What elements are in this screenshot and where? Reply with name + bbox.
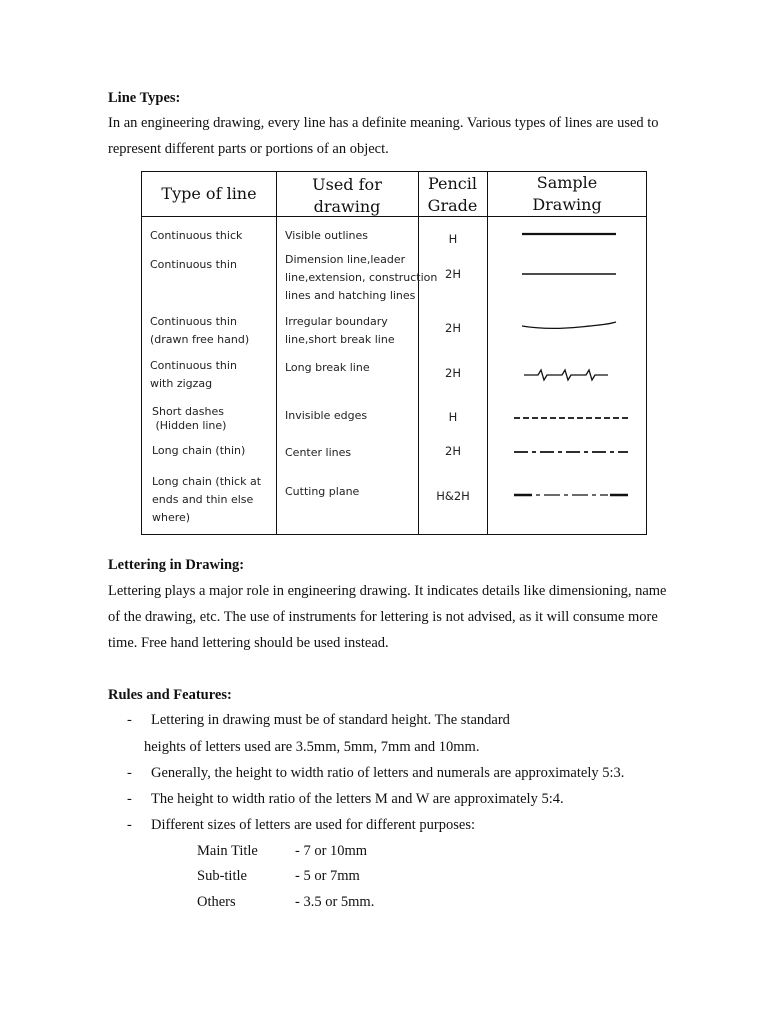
row-grade-cell: 2H [445, 444, 461, 458]
row-used-cell [285, 407, 367, 425]
rule-1-line-1: Lettering in drawing must be of standard height. The standard [151, 712, 510, 728]
size-value-main-title: - 7 or 10mm [295, 843, 368, 859]
column-divider [487, 172, 488, 534]
cell-line: Long break line [285, 361, 370, 374]
header-used-for-drawing [276, 174, 418, 218]
cell-line: with zigzag [150, 377, 213, 390]
sample-zigzag [510, 365, 630, 385]
rules-heading: Rules and Features: [108, 687, 232, 703]
rule-1-line-2: heights of letters used are 3.5mm, 5mm, 7mm and 10mm. [144, 739, 480, 755]
cell-line: Invisible edges [285, 409, 368, 422]
size-label-main-title: Main Title [197, 843, 258, 859]
bullet-dash: - [127, 712, 132, 728]
column-divider [276, 172, 277, 534]
cell-line: line,extension, construction [285, 271, 438, 284]
cell-line: Cutting plane [285, 485, 360, 498]
cell-line: (drawn free hand) [150, 333, 250, 346]
sample-continuous-thin [510, 264, 630, 284]
row-grade-cell: H&2H [436, 489, 470, 503]
row-type-cell [150, 256, 237, 274]
sample-continuous-thick [510, 224, 630, 244]
row-grade-cell: 2H [445, 366, 461, 380]
row-used-cell [285, 227, 368, 245]
header-type-of-line: Type of line [161, 184, 257, 203]
row-used-cell [285, 251, 437, 305]
size-label-sub-title: Sub-title [197, 868, 247, 884]
row-used-cell [285, 359, 370, 377]
sample-chain-thick-ends [510, 485, 630, 505]
line-types-intro [108, 110, 708, 162]
cell-line: where) [152, 511, 191, 524]
line-types-table [141, 171, 647, 535]
row-type-cell [152, 473, 261, 527]
cell-line: Continuous thin [150, 258, 237, 271]
header-pencil-grade [418, 173, 487, 217]
lettering-paragraph [108, 578, 708, 656]
line-types-heading: Line Types: [108, 90, 181, 106]
header-used-line-2: drawing [313, 197, 381, 216]
cell-line: Continuous thin [150, 359, 237, 372]
row-type-cell [150, 357, 237, 393]
cell-line: Center lines [285, 446, 352, 459]
row-used-cell [285, 313, 395, 349]
line-types-intro-line-1: In an engineering drawing, every line has a definite meaning. Various types of lines are used to [108, 115, 659, 131]
rule-3: The height to width ratio of the letters M and W are approximately 5:4. [151, 791, 564, 807]
row-grade-cell: H [448, 410, 458, 424]
row-grade-cell: H [448, 232, 458, 246]
cell-line: Continuous thin [150, 315, 237, 328]
bullet-dash: - [127, 817, 132, 833]
bullet-dash: - [127, 765, 132, 781]
cell-line: Short dashes [152, 405, 224, 418]
cell-line: Continuous thick [150, 229, 243, 242]
header-sample-drawing [487, 172, 647, 216]
cell-line: Irregular boundary [285, 315, 388, 328]
sample-dashed [510, 408, 630, 428]
cell-line: (Hidden line) [152, 419, 227, 432]
column-divider [418, 172, 419, 534]
sample-chain-thin [510, 442, 630, 462]
size-value-others: - 3.5 or 5mm. [295, 894, 375, 910]
row-type-cell [152, 442, 245, 460]
lettering-line-2: of the drawing, etc. The use of instruments for lettering is not advised, as it will consume more [108, 609, 658, 625]
header-sample-line-1: Sample [536, 173, 598, 192]
rule-2: Generally, the height to width ratio of letters and numerals are approximately 5:3. [151, 765, 625, 781]
header-used-line-1: Used for [312, 175, 382, 194]
row-grade-cell: 2H [445, 321, 461, 335]
sample-freehand [510, 316, 630, 336]
lettering-heading: Lettering in Drawing: [108, 557, 245, 573]
size-label-others: Others [197, 894, 236, 910]
bullet-dash: - [127, 791, 132, 807]
row-type-cell [150, 313, 249, 349]
cell-line: Long chain (thick at [152, 475, 262, 488]
header-grade-line-1: Pencil [427, 174, 477, 193]
size-value-sub-title: - 5 or 7mm [295, 868, 360, 884]
cell-line: line,short break line [285, 333, 395, 346]
row-type-cell [152, 405, 226, 433]
rule-4: Different sizes of letters are used for different purposes: [151, 817, 475, 833]
row-grade-cell: 2H [445, 267, 461, 281]
lettering-line-1: Lettering plays a major role in engineering drawing. It indicates details like dimensioning, name [108, 583, 667, 599]
row-used-cell [285, 444, 351, 462]
cell-line: Long chain (thin) [152, 444, 246, 457]
header-grade-line-2: Grade [427, 196, 478, 215]
lettering-line-3: time. Free hand lettering should be used instead. [108, 635, 389, 651]
cell-line: Dimension line,leader [285, 253, 406, 266]
cell-line: lines and hatching lines [285, 289, 416, 302]
cell-line: Visible outlines [285, 229, 369, 242]
row-type-cell [150, 227, 242, 245]
header-sample-line-2: Drawing [532, 195, 602, 214]
row-used-cell [285, 483, 359, 501]
line-types-intro-line-2: represent different parts or portions of an object. [108, 141, 389, 157]
cell-line: ends and thin else [152, 493, 254, 506]
